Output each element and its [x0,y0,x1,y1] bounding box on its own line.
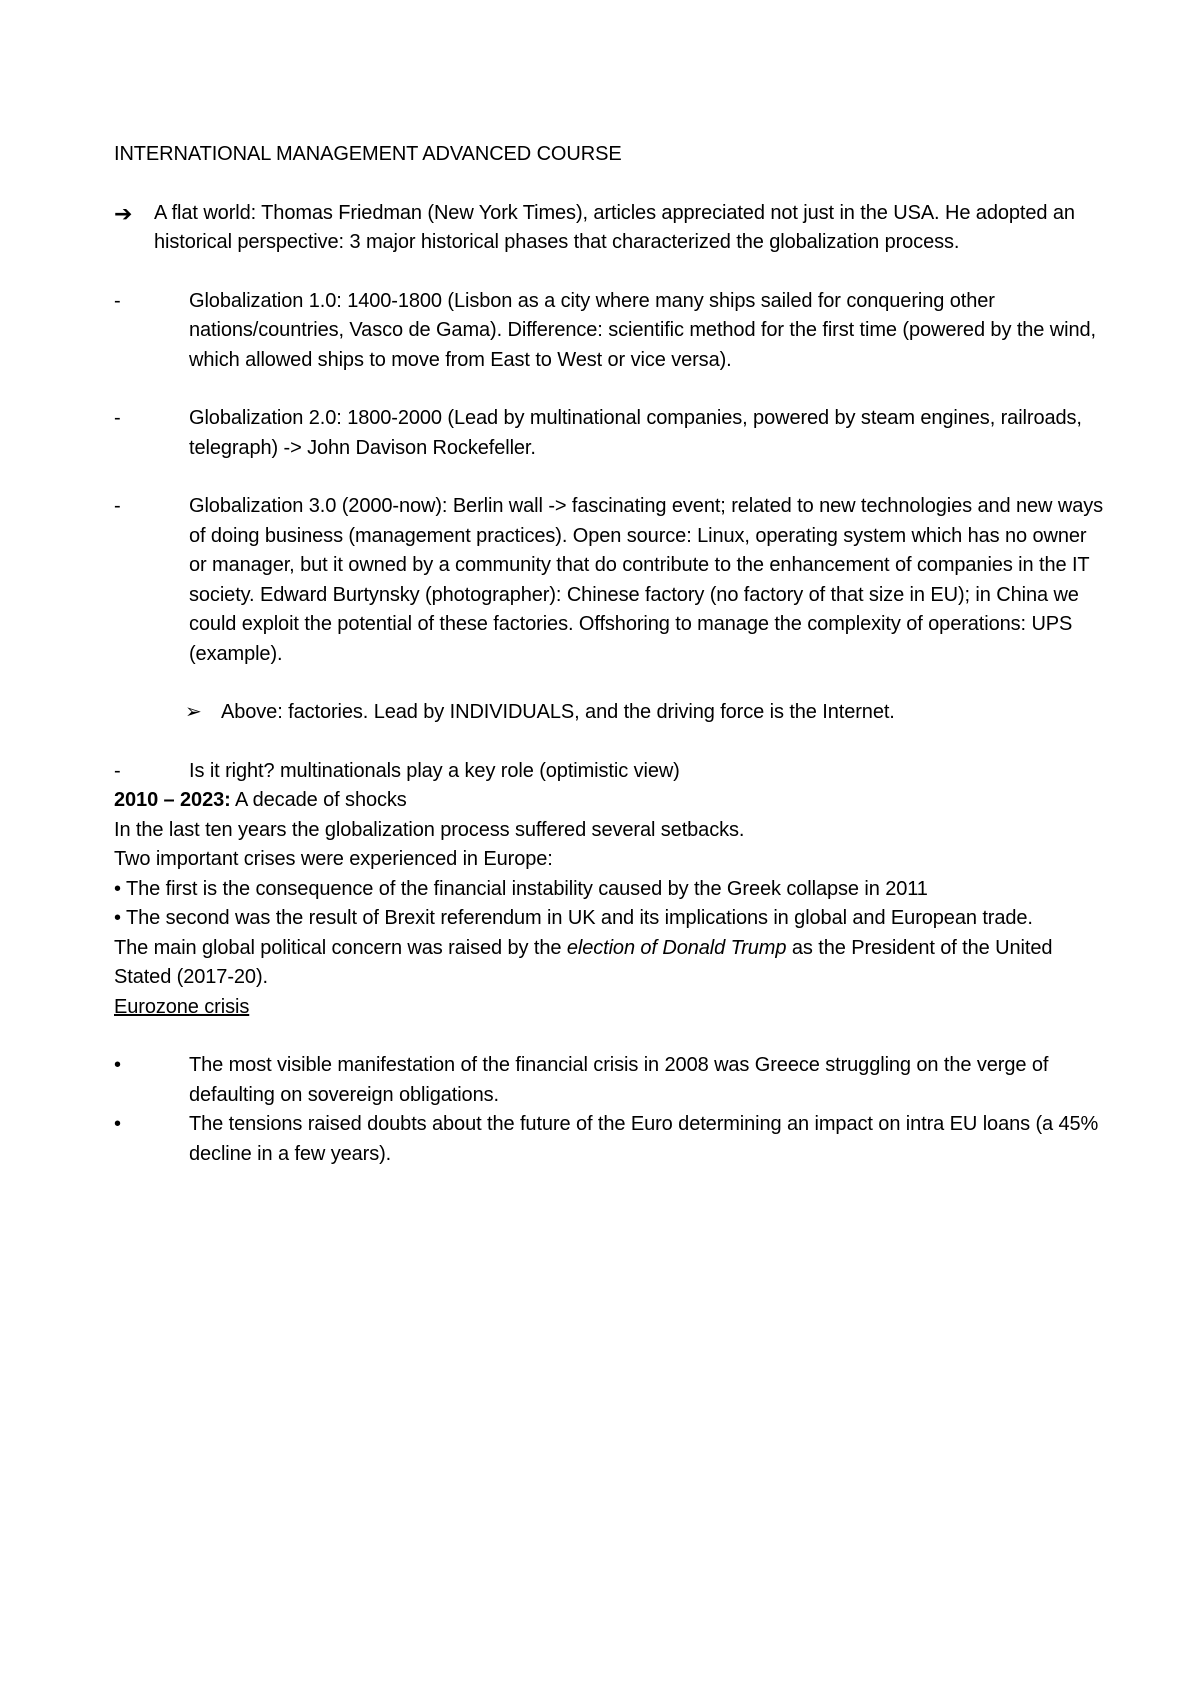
question-text: Is it right? multinationals play a key role (optimistic view) [189,759,680,782]
sub-point-text: Above: factories. Lead by INDIVIDUALS, and the driving force is the Internet. [221,701,895,723]
dash-marker: - [114,495,121,517]
intro-text: A flat world: Thomas Friedman (New York Times), articles appreciated not just in the USA. He adopted an historical perspective: 3 major historical phases that characterized the globalization process. [154,201,1075,253]
question-item [114,757,1104,787]
eurozone-heading-text: Eurozone crisis [114,995,250,1018]
phase-text: Globalization 3.0 (2000-now): Berlin wall -> fascinating event; related to new technologies and new ways of doing business (management practices). Open source: Linux, operating system which has no owner or manager, but it owned by a community that do contribute to the enhancement of companies in the IT society. Edward Burtynsky (photographer): Chinese factory (no factory of that size in EU); in China we could exploit the potential of these factories. Offshoring to manage the complexity of operations: UPS (example). [189,495,1104,665]
phase-text: Globalization 2.0: 1800-2000 (Lead by multinational companies, powered by steam engines, railroads, telegraph) -> John Davison Rockefeller. [189,407,1082,459]
arrowhead-bullet-icon: ➢ [185,701,202,723]
crises-first: • The first is the consequence of the financial instability caused by the Greek collapse in 2011 [114,877,928,900]
dash-marker: - [114,759,121,782]
crises-second: • The second was the result of Brexit referendum in UK and its implications in global and European trade. [114,907,1033,929]
phase-text: Globalization 1.0: 1400-1800 (Lisbon as a city where many ships sailed for conquering other nations/countries, Vasco de Gama). Difference: scientific method for the first time (powered by the wind, which allowed ships to move from East to West or vice versa). [189,289,1096,371]
politics-emphasis: election of Donald Trump [566,936,787,959]
politics-paragraph [114,934,1104,993]
decade-heading [114,786,1104,816]
dash-marker: - [114,407,121,429]
intro-item [114,199,1104,258]
eurozone-bullet [114,1110,1104,1169]
phase-item [114,492,1104,669]
eurozone-bullet-text: The most visible manifestation of the financial crisis in 2008 was Greece struggling on the verge of defaulting on sovereign obligations. [189,1054,1049,1106]
right-arrow-icon: ➔ [114,200,133,226]
crises-intro: Two important crises were experienced in Europe: [114,848,553,870]
sub-point-item [185,698,1104,728]
phase-item [114,287,1104,376]
document-body [114,140,1104,1169]
eurozone-heading [114,993,1104,1023]
politics-before: The main global political concern was raised by the [114,936,567,959]
phase-item [114,404,1104,463]
decade-years: 2010 – 2023 [114,789,225,811]
dash-marker: - [114,289,121,312]
bullet-marker: • [114,1113,121,1135]
eurozone-bullet-text: The tensions raised doubts about the future of the Euro determining an impact on intra EU loans (a 45% decline in a few years). [189,1113,1099,1165]
setbacks-paragraph: In the last ten years the globalization process suffered several setbacks. [114,818,745,841]
decade-label: A decade of shocks [230,789,407,811]
decade-colon: : [224,789,231,811]
bullet-marker: • [114,1054,121,1076]
politics-after: as the President of the United Stated (2017-20). [114,936,1053,988]
document-title: INTERNATIONAL MANAGEMENT ADVANCED COURSE [114,143,622,165]
eurozone-bullet [114,1051,1104,1110]
